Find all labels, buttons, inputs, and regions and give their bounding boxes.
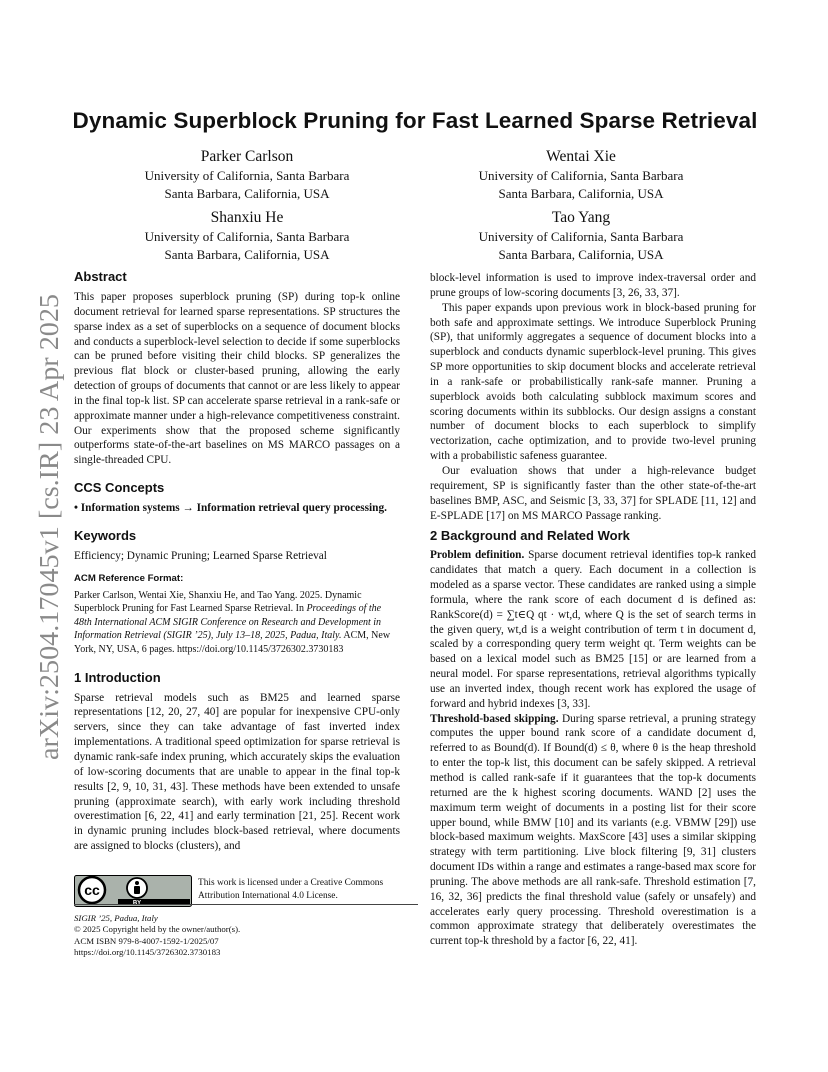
ccs-heading: CCS Concepts (74, 480, 165, 496)
right-column (430, 271, 756, 949)
author-affiliation: University of California, Santa Barbara (478, 168, 684, 183)
footnote-rule (74, 904, 418, 905)
footnote (74, 913, 418, 959)
threshold-skipping-paragraph (430, 712, 756, 950)
problem-definition-label: Problem definition. (430, 549, 525, 562)
license-text: This work is licensed under a Creative Commons Attribution International 4.0 License. (198, 878, 384, 901)
footnote-conference: SIGIR ’25, Padua, Italy (74, 913, 158, 923)
author-affiliation: University of California, Santa Barbara (478, 229, 684, 244)
introduction-heading: 1 Introduction (74, 669, 161, 685)
author-name: Tao Yang (551, 209, 611, 226)
author-name: Wentai Xie (546, 148, 616, 165)
intro-continuation: block-level information is used to improve index-traversal order and prune groups of low-scoring documents [3, 26, 33, 37]. (430, 272, 756, 299)
intro-paragraph-2: This paper expands upon previous work in block-based pruning for both safe and approximate settings. We introduce Superblock Pruning (SP), that uniformly aggregates a sequence of document blocks into a superblock and conducts dynamic superblock-level pruning. This gives SP more opportunities to skip document blocks and accelerate retrieval in a rank-safe or probabilistically rank-safe manner. Pruning a superblock avoids both calculating subblock maximum scores and scoring documents within its subblocks. Our design assigns a constant number of document blocks to each superblock to simplify vectorization, cache optimization, and to provide two-level pruning with a probabilistic safeness guarantee. (430, 301, 756, 463)
author-affiliation: University of California, Santa Barbara (144, 229, 350, 244)
author-name: Parker Carlson (200, 148, 294, 165)
ccs-text: • Information systems → Information retrieval query processing. (74, 502, 387, 515)
threshold-skipping-text: During sparse retrieval, a pruning strategy computes the upper bound rank score of a candidate document d, referred to as Bound(d). If Bound(d) ≤ θ, where θ is the heap threshold to enter the top-k list, this document can be safely skipped. A retrieval method is called rank-safe if it guarantees that the top-k documents returned are the k highest scoring documents. WAND [2] uses the maximum term weight of documents in a posting list for their score upper bound, while BMW [10] and its variants (e.g. VBMW [29]) use block-based maximum weights. MaxScore [43] uses a similar skipping strategy with term partitioning. Live block filtering [9, 31] clusters document IDs within a range and estimates a range-based max score for pruning. The above methods are all rank-safe. Threshold estimation [7, 16, 32, 36] predicts the final threshold value (safely or unsafely) and accelerates early query processing. Threshold overestimation is a common approximate strategy that deliberately overestimates the current top-k threshold by a factor [6, 22, 41]. (430, 712, 756, 948)
keywords-text: Efficiency; Dynamic Pruning; Learned Sparse Retrieval (74, 549, 327, 562)
intro-paragraph-3: Our evaluation shows that under a high-relevance budget requirement, SP is significantly faster than the other state-of-the-art baselines BMP, ASC, and Seismic [3, 33, 37] for SPLADE [11, 12] and E-SPLADE [17] on MS MARCO Passage ranking. (430, 464, 756, 522)
introduction-text: Sparse retrieval models such as BM25 and learned sparse representations [12, 20, 27, 40] are popular for inexpensive CPU-only servers, since they can take advantage of fast inverted index implementations. A traditional speed optimization for sparse retrieval is dynamic rank-safe index pruning, which accurately skips the evaluation of low-scoring documents that are unable to appear in the final top-k results [2, 9, 10, 31, 43]. These methods have been extended to unsafe pruning (approximate search), with early work including threshold overestimation [6, 22, 41] and early termination [21, 25]. Recent work in dynamic pruning includes block-based retrieval, where documents are assigned to blocks (clusters), and (74, 691, 400, 853)
arxiv-stamp-text: arXiv:2504.17045v1 [cs.IR] 23 Apr 2025 (34, 313, 64, 760)
left-column (74, 269, 400, 854)
author-location: Santa Barbara, California, USA (164, 246, 330, 262)
footnote-copyright: © 2025 Copyright held by the owner/author(s). (74, 924, 241, 935)
problem-definition-text: Sparse document retrieval identifies top-k ranked candidates that match a query. Each document in a collection is modeled as a sparse vector. These candidates are ranked using a simple formula, where the rank score of each document d is defined as: RankScore(d) = ∑t∈Q qt · wt,d, where Q is the set of search terms in the given query, wt,d is a weight contribution of term t in document d, scaled by a corresponding query term weight qt. Term weights can be based on a lexical model such as BM25 [15] or are learned from a neural model. For sparse representations, retrieval algorithms typically use an inverted index, though recent work has explored the usage of forward and hybrid indexes [3, 33]. (430, 549, 756, 710)
arxiv-stamp (14, 292, 68, 762)
paper-title: Dynamic Superblock Pruning for Fast Learned Sparse Retrieval (72, 108, 758, 133)
cc-badge-text: cc (84, 882, 100, 898)
acm-reference-rest: ACM, New York, NY, USA, 6 pages. https://doi.org/10.1145/3726302.3730183 (74, 630, 391, 656)
background-heading: 2 Background and Related Work (430, 528, 630, 544)
cc-by-license-icon (74, 875, 192, 907)
problem-definition-paragraph (430, 548, 756, 711)
acm-reference-authors: Parker Carlson, Wentai Xie, Shanxiu He, and Tao Yang. 2025. Dynamic Superblock Pruning for Fast Learned Sparse Retrieval. In (74, 589, 362, 615)
footnote-doi: https://doi.org/10.1145/3726302.3730183 (74, 947, 221, 958)
abstract-heading: Abstract (74, 269, 127, 284)
author-block (82, 146, 412, 202)
author-location: Santa Barbara, California, USA (498, 185, 664, 201)
keywords-heading: Keywords (74, 527, 137, 543)
author-location: Santa Barbara, California, USA (498, 246, 664, 262)
author-block (416, 146, 746, 202)
acm-reference-venue: Proceedings of the 48th International ACM SIGIR Conference on Research and Development in Information Retrieval (SIGIR ’25), July 13–18, 2025, Padua, Italy. (74, 603, 382, 642)
by-badge-text: BY (132, 900, 142, 907)
acm-reference-label: ACM Reference Format: (74, 572, 184, 584)
acm-reference-text (74, 589, 400, 657)
author-block (82, 207, 412, 263)
author-block (416, 207, 746, 263)
author-location: Santa Barbara, California, USA (164, 185, 330, 201)
author-name: Shanxiu He (210, 209, 284, 226)
abstract-text: This paper proposes superblock pruning (SP) during top-k online document retrieval for learned sparse representations. SP structures the sparse index as a set of superblocks on a sequence of document blocks and conducts a superblock-level selection to decide if some superblocks can be pruned before visiting their child blocks. SP generalizes the previous flat block or cluster-based pruning, allowing the early detection of groups of documents that cannot or are less likely to appear in the final top-k list. SP can accelerate sparse retrieval in a rank-safe or approximate manner under a high-relevance competitiveness constraint. Our experiments show that the proposed scheme significantly outperforms state-of-the-art baselines on MS MARCO passages on a single-threaded CPU. (74, 291, 400, 467)
footnote-isbn: ACM ISBN 979-8-4007-1592-1/2025/07 (74, 935, 219, 946)
author-affiliation: University of California, Santa Barbara (144, 168, 350, 183)
threshold-skipping-label: Threshold-based skipping. (430, 712, 559, 725)
